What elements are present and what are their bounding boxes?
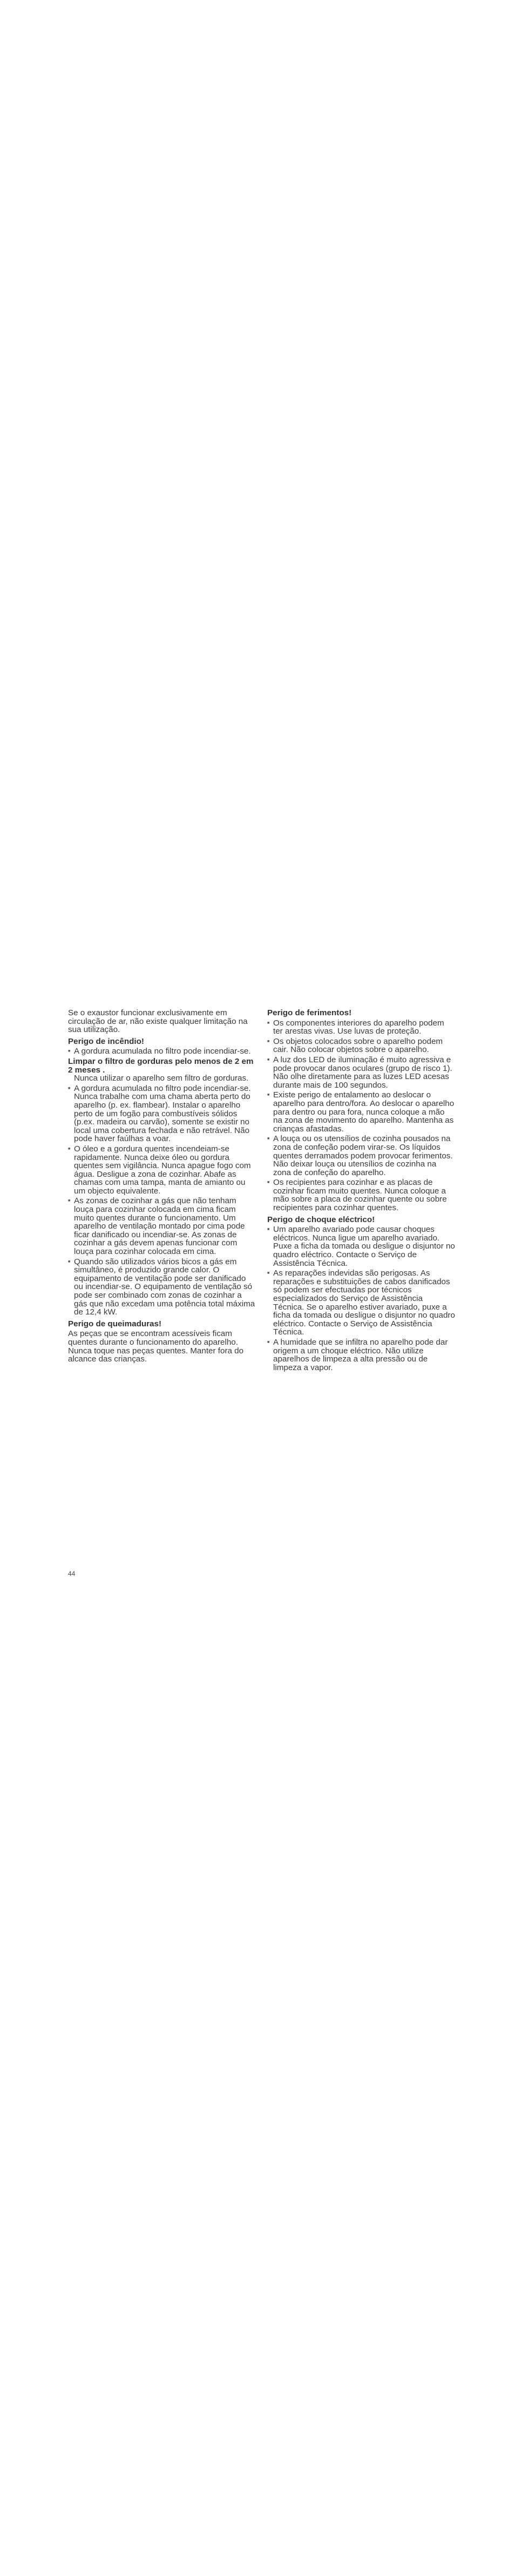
fire-heading: Perigo de incêndio! <box>68 1036 144 1046</box>
intro-paragraph: Se o exaustor funcionar exclusivamente em circulação de ar, não existe qualquer limitação na sua utilização. <box>68 1008 248 1035</box>
list-item: ■ A gordura acumulada no filtro pode incendiar-se. Nunca trabalhe com uma chama aberta perto do aparelho (p. ex. flambear). Instalar o aparelho perto de um fogão para combustíveis sólidos (p.ex. madeira ou carvão), somente se existir no local uma cobertura fechada e não retrável. Não pode haver faúlhas a voar. <box>68 1084 256 1143</box>
fire-list-2 <box>68 1084 256 1317</box>
list-item: ■ Existe perigo de entalamento ao deslocar o aparelho para dentro/fora. Ao deslocar o aparelho para dentro ou para fora, nunca coloque a mão na zona de movimento do aparelho. Mantenha as crianças afastadas. <box>267 1091 455 1133</box>
list-item: ■ A luz dos LED de iluminação é muito agressiva e pode provocar danos oculares (grupo de risco 1). Não olhe diretamente para as luzes LED acesas durante mais de 100 segundos. <box>267 1056 455 1089</box>
right-column <box>267 1009 455 1373</box>
list-item: ■ As zonas de cozinhar a gás que não tenham louça para cozinhar colocada em cima ficam muito quentes durante o funcionamento. Um aparelho de ventilação montado por cima pode ficar danificado ou incendiar-se. As zonas de cozinhar a gás devem apenas funcionar com louça para cozinhar colocada em cima. <box>68 1197 256 1256</box>
injury-list <box>267 1019 455 1212</box>
burn-heading: Perigo de queimaduras! <box>68 1319 162 1329</box>
burn-paragraph: As peças que se encontram acessíveis ficam quentes durante o funcionamento do aparelho. Nunca toque nas peças quentes. Manter fora do alcance das crianças. <box>68 1329 244 1364</box>
list-item: ■ Os objetos colocados sobre o aparelho podem cair. Não colocar objetos sobre o aparelho. <box>267 1037 455 1054</box>
list-item: ■ As reparações indevidas são perigosas. As reparações e substituições de cabos danificados só podem ser efectuadas por técnicos especializados do Serviço de Assistência Técnica. Se o aparelho estiver avariado, puxe a ficha da tomada ou desligue o disjuntor no quadro eléctrico. Contacte o Serviço de Assistência Técnica. <box>267 1269 455 1337</box>
list-item: ■ A gordura acumulada no filtro pode incendiar-se. <box>68 1047 256 1056</box>
filter-note: Nunca utilizar o aparelho sem filtro de gorduras. <box>74 1074 249 1083</box>
list-item: ■ A louça ou os utensílios de cozinha pousados na zona de confeção podem virar-se. Os líquidos quentes derramados podem provocar ferimentos. Não deixar louça ou utensílios de cozinha na zona de confeção do aparelho. <box>267 1135 455 1177</box>
list-item: ■ Os componentes interiores do aparelho podem ter arestas vivas. Use luvas de proteção. <box>267 1019 455 1036</box>
filter-subheading: Limpar o filtro de gorduras pelo menos de 2 em 2 meses . <box>68 1056 254 1075</box>
injury-heading: Perigo de ferimentos! <box>267 1008 352 1017</box>
list-item: ■ Um aparelho avariado pode causar choques eléctricos. Nunca ligue um aparelho avariado. Puxe a ficha da tomada ou desligue o disjuntor no quadro eléctrico. Contacte o Serviço de Assistência Técnica. <box>267 1225 455 1267</box>
list-item: ■ Quando são utilizados vários bicos a gás em simultâneo, é produzido grande calor. O equipamento de ventilação pode ser danificado ou incendiar-se. O equipamento de ventilação só pode ser combinado com zonas de cozinhar a gás que não excedam uma potência total máxima de 12,4 kW. <box>68 1258 256 1317</box>
list-item: ■ A humidade que se infiltra no aparelho pode dar origem a um choque eléctrico. Não utilize aparelhos de limpeza a alta pressão ou de limpeza a vapor. <box>267 1338 455 1372</box>
fire-list <box>68 1047 256 1056</box>
shock-list <box>267 1225 455 1372</box>
list-item: ■ O óleo e a gordura quentes incendeiam-se rapidamente. Nunca deixe óleo ou gordura quentes sem vigilância. Nunca apague fogo com água. Desligue a zona de cozinhar. Abafe as chamas com uma tampa, manta de amianto ou um objecto equivalente. <box>68 1145 256 1196</box>
list-item: ■ Os recipientes para cozinhar e as placas de cozinhar ficam muito quentes. Nunca coloque a mão sobre a placa de cozinhar quente ou sobre recipientes para cozinhar quentes. <box>267 1178 455 1212</box>
left-column <box>68 1009 256 1365</box>
shock-heading: Perigo de choque eléctrico! <box>267 1215 375 1224</box>
page-number: 44 <box>68 1570 76 1577</box>
